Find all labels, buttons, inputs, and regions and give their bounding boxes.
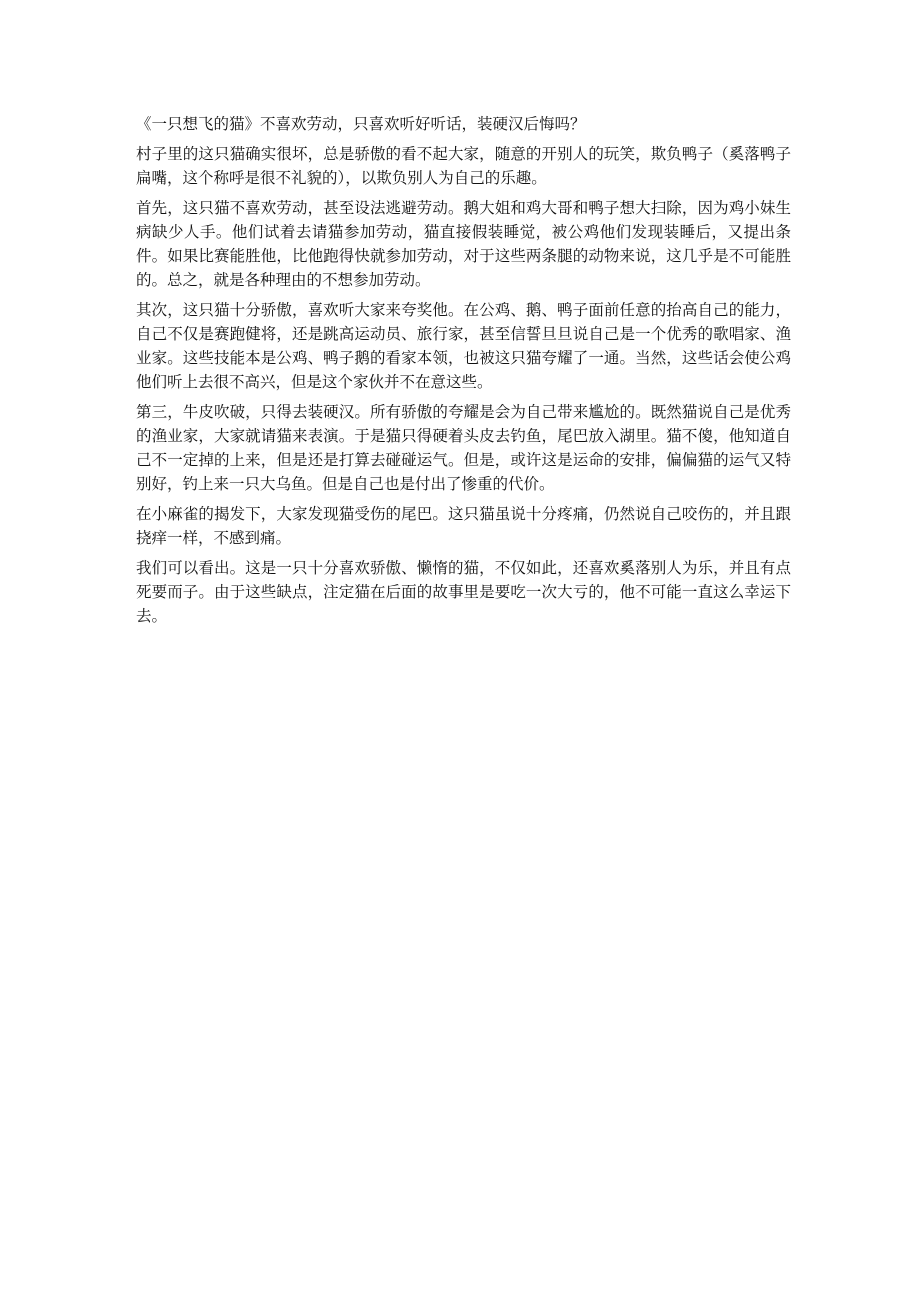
paragraph-conclusion: 我们可以看出。这是一只十分喜欢骄傲、懒惰的猫，不仅如此，还喜欢奚落别人为乐，并且有点死要而子。由于这些缺点，注定猫在后面的故事里是要吃一次大亏的，他不可能一直这么幸运下去。 — [136, 559, 791, 625]
document-page — [136, 112, 791, 634]
paragraph-first-point: 首先，这只猫不喜欢劳动，甚至设法逃避劳动。鹅大姐和鸡大哥和鸭子想大扫除，因为鸡小妹生病缺少人手。他们试着去请猫参加劳动，猫直接假装睡觉，被公鸡他们发现装睡后，又提出条件。如果比赛能胜他，比他跑得快就参加劳动，对于这些两条腿的动物来说，这几乎是不可能胜的。总之，就是各种理由的不想参加劳动。 — [136, 199, 791, 289]
document-title: 《一只想飞的猫》不喜欢劳动，只喜欢听好听话，装硬汉后悔吗？ — [136, 115, 586, 133]
paragraph-intro: 村子里的这只猫确实很坏，总是骄傲的看不起大家，随意的开别人的玩笑，欺负鸭子（奚落鸭子扁嘴，这个称呼是很不礼貌的），以欺负别人为自己的乐趣。 — [136, 145, 791, 187]
paragraph-sparrow: 在小麻雀的揭发下，大家发现猫受伤的尾巴。这只猫虽说十分疼痛，仍然说自己咬伤的，并且跟挠痒一样，不感到痛。 — [136, 505, 791, 547]
paragraph-third-point: 第三，牛皮吹破，只得去装硬汉。所有骄傲的夸耀是会为自己带来尴尬的。既然猫说自己是优秀的渔业家，大家就请猫来表演。于是猫只得硬着头皮去钓鱼，尾巴放入湖里。猫不傻，他知道自己不一定掉的上来，但是还是打算去碰碰运气。但是，或许这是运命的安排，偏偏猫的运气又特别好，钓上来一只大乌鱼。但是自己也是付出了惨重的代价。 — [136, 403, 791, 493]
paragraph-second-point: 其次，这只猫十分骄傲，喜欢听大家来夸奖他。在公鸡、鹅、鸭子面前任意的抬高自己的能力，自己不仅是赛跑健将，还是跳高运动员、旅行家，甚至信誓旦旦说自己是一个优秀的歌唱家、渔业家。这些技能本是公鸡、鸭子鹅的看家本领，也被这只猫夸耀了一通。当然，这些话会使公鸡他们听上去很不高兴，但是这个家伙并不在意这些。 — [136, 301, 791, 391]
